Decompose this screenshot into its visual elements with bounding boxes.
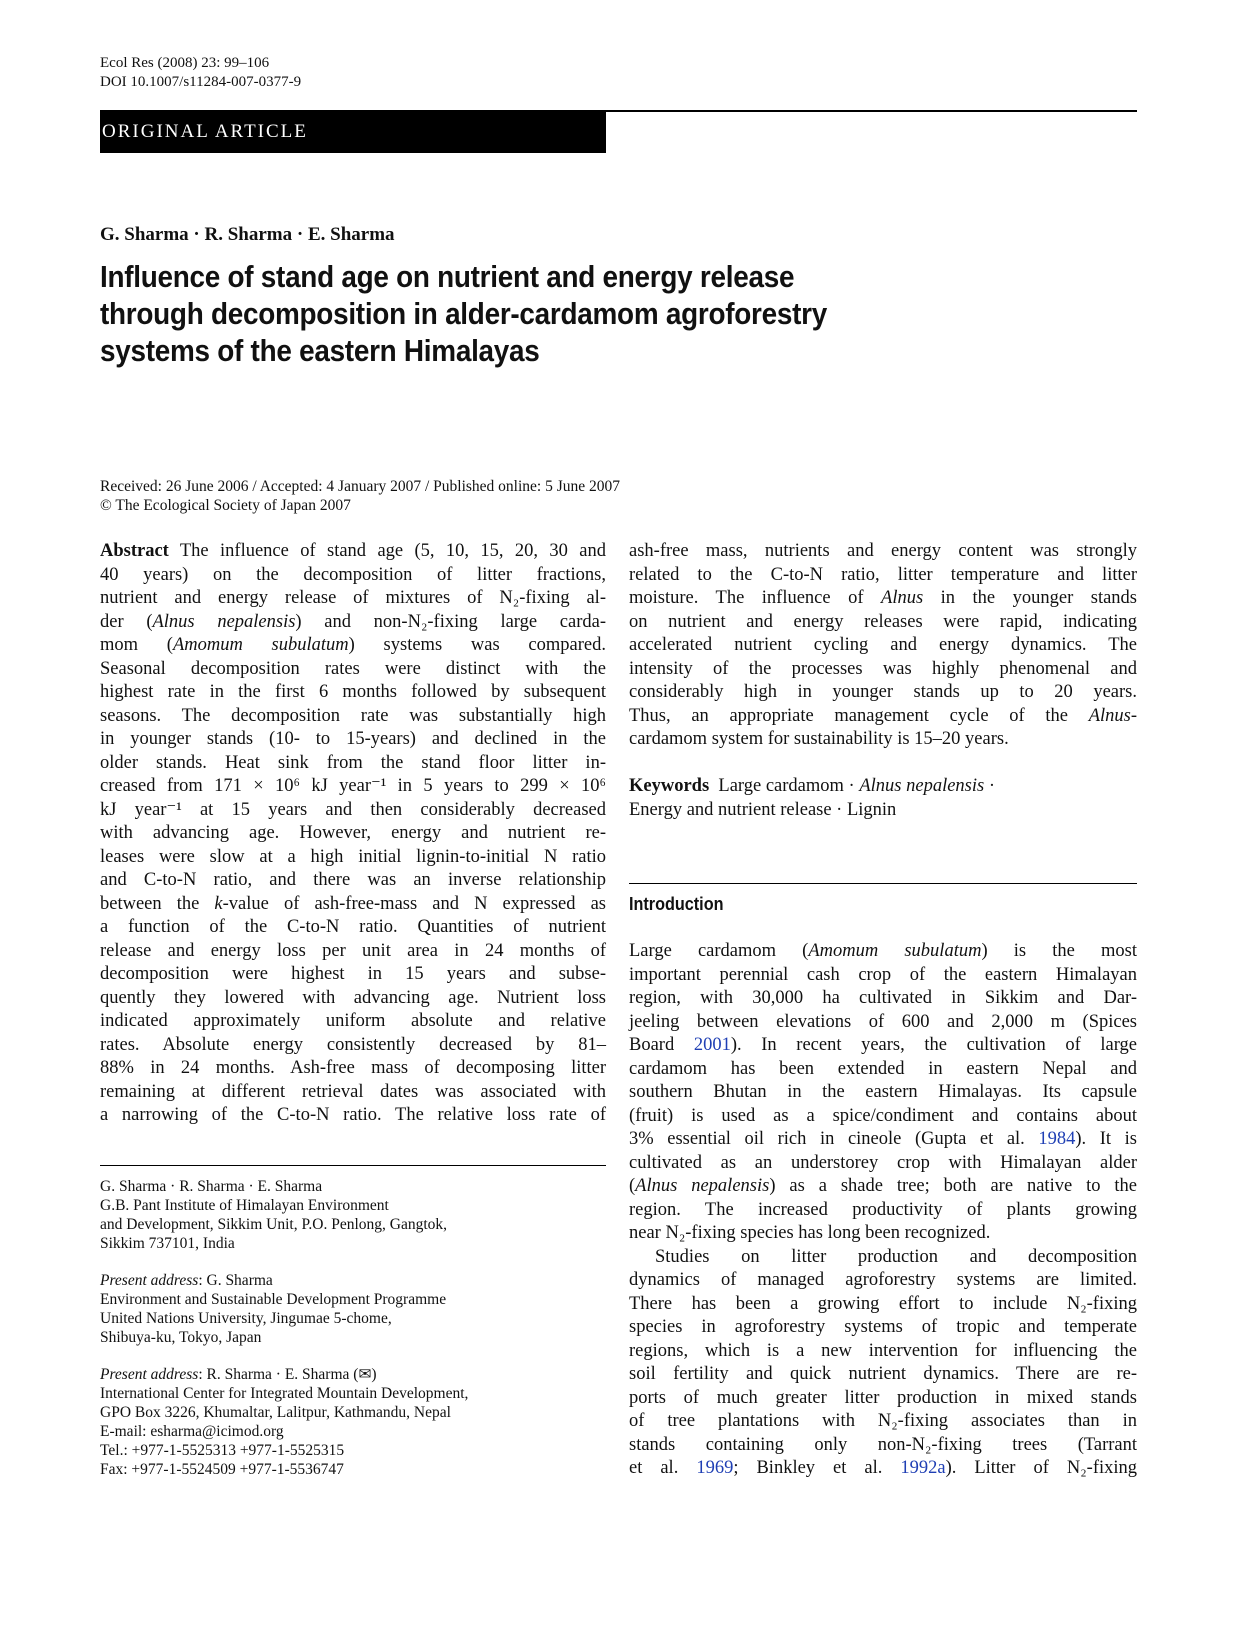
intro-line: region, with 30,000 ha cultivated in Sikkim and Dar- [629, 988, 1137, 1008]
intro-line: There has been a growing effort to include N₂-fixing [629, 1293, 1137, 1314]
intro-line: Board 2001). In recent years, the cultivation of large [629, 1035, 1138, 1055]
affiliation-block [100, 1365, 606, 1479]
doi-line: DOI 10.1007/s11284-007-0377-9 [100, 74, 302, 90]
affiliation-line: GPO Box 3226, Khumaltar, Lalitpur, Kathmandu, Nepal [100, 1404, 451, 1421]
intro-line: Large cardamom (Amomum subulatum) is the most [629, 941, 1137, 961]
section-rule [629, 883, 1137, 884]
intro-line: southern Bhutan in the eastern Himalayas. Its capsule [629, 1082, 1137, 1102]
affiliation-block [100, 1177, 606, 1253]
intro-line: soil fertility and quick nutrient dynamics. There are re- [629, 1364, 1137, 1384]
abstract-continuation [629, 540, 1137, 752]
abstract-line: release and energy loss per unit area in 24 months of [100, 940, 606, 961]
abstract-line: seasons. The decomposition rate was substantially high [100, 705, 606, 726]
article-title [100, 258, 910, 369]
intro-line: (Alnus nepalensis) as a shade tree; both are native to the [629, 1176, 1137, 1196]
abstract-line: between the k-value of ash-free-mass and N expressed as [100, 893, 606, 914]
section-heading-introduction: Introduction [629, 894, 724, 914]
abstract-line: older stands. Heat sink from the stand floor litter in- [100, 752, 606, 773]
affiliation-line: Present address: R. Sharma · E. Sharma (✉) [100, 1366, 377, 1383]
affiliation-line: G. Sharma · R. Sharma · E. Sharma [100, 1178, 323, 1195]
author-list: G. Sharma · R. Sharma · E. Sharma [100, 224, 395, 245]
article-type-banner: ORIGINAL ARTICLE [100, 110, 606, 153]
keywords [629, 775, 1137, 822]
abstract-line: cardamom system for sustainability is 15–20 years. [629, 729, 1009, 749]
abstract-line: rates. Absolute energy consistently decreased by 81– [100, 1034, 606, 1055]
history-line: Received: 26 June 2006 / Accepted: 4 January 2007 / Published online: 5 June 2007 [100, 478, 621, 495]
intro-line: regions, which is a new intervention for influencing the [629, 1340, 1137, 1361]
abstract-line: leases were slow at a high initial lignin-to-initial N ratio [100, 846, 606, 867]
intro-line: species in agroforestry systems of tropic and temperate [629, 1317, 1137, 1337]
title-line: through decomposition in alder-cardamom agroforestry [100, 296, 827, 331]
intro-line: (fruit) is used as a spice/condiment and contains about [629, 1105, 1137, 1126]
intro-line: Studies on litter production and decomposition [655, 1246, 1137, 1267]
affiliation-line: Tel.: +977-1-5525313 +977-1-5525315 [100, 1442, 345, 1459]
abstract-line: nutrient and energy release of mixtures of N₂-fixing al- [100, 588, 606, 608]
abstract-line: remaining at different retrieval dates was associated with [100, 1081, 606, 1102]
affiliation-line: Shibuya-ku, Tokyo, Japan [100, 1329, 262, 1346]
abstract-line: quently they lowered with advancing age. Nutrient loss [100, 987, 606, 1008]
abstract-line: 40 years) on the decomposition of litter fractions, [100, 564, 606, 585]
abstract-line: ash-free mass, nutrients and energy content was strongly [629, 541, 1137, 561]
affiliation-block [100, 1271, 606, 1347]
affiliation-line: Fax: +977-1-5524509 +977-1-5536747 [100, 1461, 344, 1478]
intro-line: dynamics of managed agroforestry systems are limited. [629, 1270, 1137, 1290]
keywords-line: Large cardamom · Alnus nepalensis · [718, 776, 996, 796]
intro-line: near N₂-fixing species has long been recognized. [629, 1223, 991, 1243]
abstract-line: Abstract The influence of stand age (5, 10, 15, 20, 30 and [100, 541, 606, 561]
affiliation-line[interactable]: E-mail: esharma@icimod.org [100, 1423, 284, 1440]
abstract-line: der (Alnus nepalensis) and non-N₂-fixing large carda- [100, 611, 606, 632]
copyright-line: © The Ecological Society of Japan 2007 [100, 497, 351, 514]
affiliation-line: Sikkim 737101, India [100, 1235, 235, 1252]
abstract-line: creased from 171 × 10⁶ kJ year⁻¹ in 5 years to 299 × 10⁶ [100, 776, 606, 796]
abstract-line: indicated approximately uniform absolute and relative [100, 1011, 606, 1031]
abstract-line: considerably high in younger stands up to 20 years. [629, 682, 1137, 702]
abstract-line: decomposition were highest in 15 years and subse- [100, 964, 606, 984]
abstract-line: mom (Amomum subulatum) systems was compared. [100, 635, 606, 655]
author-affiliations [100, 1177, 606, 1497]
abstract-line: Seasonal decomposition rates were distinct with the [100, 658, 606, 679]
abstract-line: kJ year⁻¹ at 15 years and then considerably decreased [100, 799, 606, 820]
abstract-line: with advancing age. However, energy and nutrient re- [100, 823, 606, 843]
abstract-line: highest rate in the first 6 months followed by subsequent [100, 682, 606, 702]
abstract-line: intensity of the processes was highly phenomenal and [629, 658, 1137, 679]
intro-line: ports of much greater litter production in mixed stands [629, 1387, 1137, 1408]
abstract-line: on nutrient and energy releases were rapid, indicating [629, 611, 1137, 632]
introduction-body [629, 940, 1137, 1481]
affiliation-line: Present address: G. Sharma [100, 1272, 273, 1289]
intro-line: et al. 1969; Binkley et al. 1992a). Litter of N₂-fixing [629, 1458, 1138, 1478]
publication-dates [100, 477, 620, 515]
intro-line: region. The increased productivity of plants growing [629, 1199, 1137, 1220]
intro-line: important perennial cash crop of the eastern Himalayan [629, 964, 1137, 985]
abstract-line: a narrowing of the C-to-N ratio. The relative loss rate of [100, 1105, 606, 1125]
abstract-line: accelerated nutrient cycling and energy dynamics. The [629, 635, 1137, 655]
abstract-line: a function of the C-to-N ratio. Quantities of nutrient [100, 917, 606, 937]
intro-line: cultivated as an understorey crop with Himalayan alder [629, 1152, 1137, 1173]
abstract-body [100, 540, 606, 1128]
abstract-line: in younger stands (10- to 15-years) and declined in the [100, 729, 606, 749]
affiliation-line: and Development, Sikkim Unit, P.O. Penlong, Gangtok, [100, 1216, 448, 1233]
abstract-line: Thus, an appropriate management cycle of the Alnus- [629, 705, 1137, 726]
affiliation-line: International Center for Integrated Mountain Development, [100, 1385, 469, 1402]
affiliation-line: United Nations University, Jingumae 5-chome, [100, 1310, 392, 1327]
intro-line: stands containing only non-N₂-fixing trees (Tarrant [629, 1434, 1137, 1455]
abstract-line: related to the C-to-N ratio, litter temperature and litter [629, 564, 1137, 585]
keywords-line: Energy and nutrient release · Lignin [629, 799, 897, 820]
affiliation-rule [100, 1165, 606, 1166]
journal-header [100, 54, 301, 92]
affiliation-line: G.B. Pant Institute of Himalayan Environment [100, 1197, 389, 1214]
intro-line: 3% essential oil rich in cineole (Gupta et al. 1984). It is [629, 1129, 1137, 1149]
affiliation-line: Environment and Sustainable Development Programme [100, 1291, 447, 1308]
keywords-label: Keywords [629, 776, 710, 796]
abstract-line: moisture. The influence of Alnus in the younger stands [629, 588, 1137, 608]
intro-line: of tree plantations with N₂-fixing associates than in [629, 1411, 1137, 1431]
intro-line: cardamom has been extended in eastern Nepal and [629, 1058, 1137, 1079]
title-line: systems of the eastern Himalayas [100, 333, 540, 368]
title-line: Influence of stand age on nutrient and energy release [100, 259, 795, 294]
journal-citation: Ecol Res (2008) 23: 99–106 [100, 55, 270, 71]
abstract-line: 88% in 24 months. Ash-free mass of decomposing litter [100, 1058, 606, 1078]
intro-line: jeeling between elevations of 600 and 2,000 m (Spices [629, 1011, 1137, 1032]
abstract-line: and C-to-N ratio, and there was an inverse relationship [100, 870, 606, 890]
